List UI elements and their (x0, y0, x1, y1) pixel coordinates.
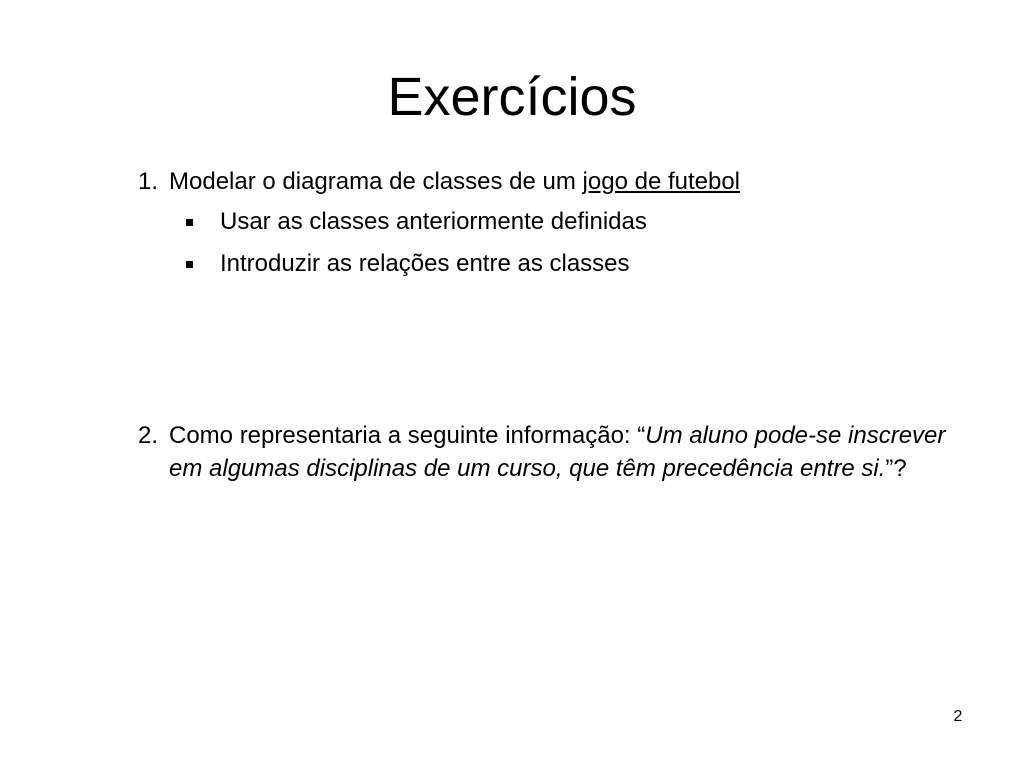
square-bullet-icon (186, 219, 193, 226)
exercise-1-subitem-2-text: Introduzir as relações entre as classes (220, 250, 630, 277)
exercise-2-quote: Um aluno pode-se inscrever em algumas disciplinas de um curso, que têm precedência entre si. (169, 422, 946, 482)
exercise-1-number: 1. (138, 168, 159, 195)
exercise-1 (138, 165, 740, 198)
exercise-1-subitem-1-text: Usar as classes anteriormente definidas (220, 208, 647, 235)
page-number: 2 (953, 708, 963, 725)
exercise-1-subitem-1 (186, 205, 647, 238)
exercise-2 (138, 419, 948, 485)
exercise-2-text (169, 419, 949, 485)
exercise-1-subitem-2 (186, 247, 630, 280)
slide-title: Exercícios (387, 67, 637, 127)
exercise-1-text (169, 165, 740, 198)
exercise-2-closing: ”? (885, 455, 907, 482)
exercise-1-prefix: Modelar o diagrama de classes de um (169, 168, 583, 195)
exercise-2-number: 2. (138, 422, 159, 449)
exercise-1-link[interactable]: jogo de futebol (582, 168, 741, 195)
square-bullet-icon (186, 261, 193, 268)
exercise-2-prefix: Como representaria a seguinte informação: “ (169, 422, 646, 449)
